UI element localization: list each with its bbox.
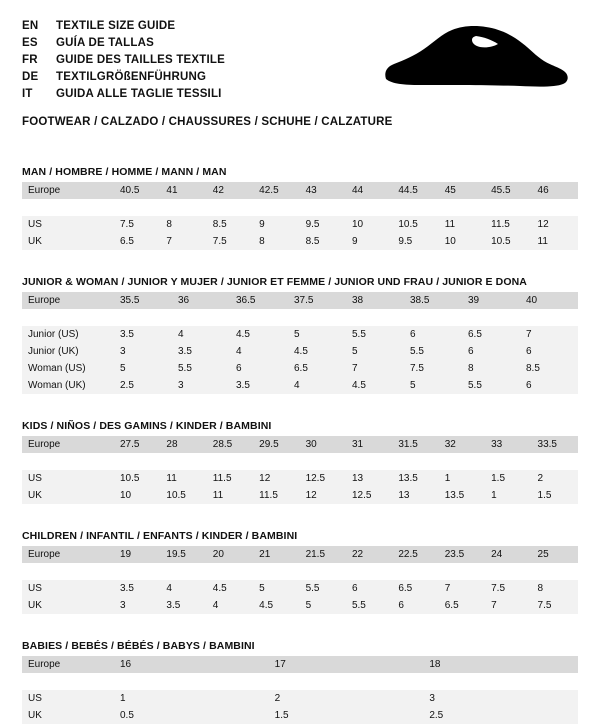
size-cell: 33 — [485, 436, 531, 453]
size-cell: 5.5 — [300, 580, 346, 597]
size-cell: 20 — [207, 546, 253, 563]
size-table — [22, 546, 578, 614]
language-code: ES — [22, 37, 38, 49]
table-row — [22, 360, 578, 377]
size-cell: 5 — [300, 597, 346, 614]
language-list — [22, 18, 225, 102]
size-cell: 3.5 — [230, 377, 288, 394]
size-cell: 11.5 — [207, 470, 253, 487]
size-cell: 40 — [520, 292, 578, 309]
size-cell: 7.5 — [532, 597, 578, 614]
size-cell: 38.5 — [404, 292, 462, 309]
size-group — [22, 420, 578, 504]
size-cell: 5.5 — [462, 377, 520, 394]
row-label: UK — [22, 233, 114, 250]
size-cell: 13 — [346, 470, 392, 487]
language-row — [22, 86, 225, 102]
size-cell: 10 — [439, 233, 485, 250]
size-cell: 6.5 — [288, 360, 346, 377]
size-cell: 4 — [288, 377, 346, 394]
table-row — [22, 436, 578, 453]
size-cell: 1.5 — [269, 707, 424, 724]
size-cell: 36.5 — [230, 292, 288, 309]
size-cell: 28.5 — [207, 436, 253, 453]
size-cell: 37.5 — [288, 292, 346, 309]
size-cell: 7.5 — [207, 233, 253, 250]
row-label: UK — [22, 597, 114, 614]
size-group-title: BABIES / BEBÉS / BÉBÉS / BABYS / BAMBINI — [22, 640, 255, 652]
size-cell: 10.5 — [160, 487, 206, 504]
size-cell: 1.5 — [532, 487, 578, 504]
page-title: FOOTWEAR / CALZADO / CHAUSSURES / SCHUHE / CALZATURE — [22, 116, 393, 128]
size-cell: 4 — [207, 597, 253, 614]
size-cell: 5 — [114, 360, 172, 377]
size-cell: 12 — [253, 470, 299, 487]
table-row — [22, 546, 578, 563]
size-cell: 11 — [439, 216, 485, 233]
size-cell: 41 — [160, 182, 206, 199]
size-cell: 7 — [485, 597, 531, 614]
size-cell: 11.5 — [485, 216, 531, 233]
size-group-title: CHILDREN / INFANTIL / ENFANTS / KINDER / BAMBINI — [22, 530, 298, 542]
size-cell: 17 — [269, 656, 424, 673]
row-label: US — [22, 470, 114, 487]
size-cell: 22 — [346, 546, 392, 563]
size-table — [22, 292, 578, 394]
size-cell: 1.5 — [485, 470, 531, 487]
size-cell: 2 — [532, 470, 578, 487]
size-cell: 6 — [404, 326, 462, 343]
size-cell: 11 — [532, 233, 578, 250]
size-group — [22, 530, 578, 614]
size-cell: 4.5 — [346, 377, 404, 394]
size-cell: 6 — [230, 360, 288, 377]
table-row — [22, 233, 578, 250]
size-cell: 9.5 — [392, 233, 438, 250]
size-cell: 6.5 — [392, 580, 438, 597]
size-cell: 4.5 — [288, 343, 346, 360]
size-cell: 3.5 — [172, 343, 230, 360]
row-label: US — [22, 580, 114, 597]
row-label: US — [22, 216, 114, 233]
size-cell: 4.5 — [253, 597, 299, 614]
row-label: Europe — [22, 656, 114, 673]
row-label: Europe — [22, 546, 114, 563]
language-title: GUÍA DE TALLAS — [56, 37, 154, 49]
size-cell: 1 — [439, 470, 485, 487]
row-label: Woman (US) — [22, 360, 114, 377]
size-cell: 16 — [114, 656, 269, 673]
size-cell: 1 — [114, 690, 269, 707]
size-cell: 21 — [253, 546, 299, 563]
row-spacer — [22, 563, 578, 580]
size-cell: 39 — [462, 292, 520, 309]
size-cell: 3 — [114, 343, 172, 360]
row-spacer — [22, 199, 578, 216]
dress-shoe-icon — [370, 18, 570, 100]
size-cell: 6 — [520, 377, 578, 394]
size-cell: 43 — [300, 182, 346, 199]
size-cell: 11.5 — [253, 487, 299, 504]
row-label: Woman (UK) — [22, 377, 114, 394]
size-cell: 28 — [160, 436, 206, 453]
size-cell: 6.5 — [439, 597, 485, 614]
size-cell: 5 — [404, 377, 462, 394]
size-cell: 11 — [160, 470, 206, 487]
row-label: UK — [22, 707, 114, 724]
size-cell: 7.5 — [404, 360, 462, 377]
size-cell: 10 — [114, 487, 160, 504]
size-cell: 3.5 — [114, 580, 160, 597]
row-label: Junior (US) — [22, 326, 114, 343]
language-title: TEXTILE SIZE GUIDE — [56, 20, 176, 32]
size-cell: 6.5 — [114, 233, 160, 250]
size-cell: 4.5 — [207, 580, 253, 597]
size-cell: 8.5 — [520, 360, 578, 377]
size-cell: 21.5 — [300, 546, 346, 563]
size-cell: 5.5 — [346, 597, 392, 614]
row-label: Europe — [22, 292, 114, 309]
language-title: TEXTILGRÖßENFÜHRUNG — [56, 71, 207, 83]
size-cell: 9 — [253, 216, 299, 233]
table-row — [22, 487, 578, 504]
size-cell: 7.5 — [114, 216, 160, 233]
row-label: Europe — [22, 182, 114, 199]
language-code: EN — [22, 20, 39, 32]
size-group — [22, 166, 578, 250]
size-cell: 7 — [439, 580, 485, 597]
size-cell: 8 — [462, 360, 520, 377]
size-table — [22, 656, 578, 724]
table-row — [22, 343, 578, 360]
size-group-title: JUNIOR & WOMAN / JUNIOR Y MUJER / JUNIOR ET FEMME / JUNIOR UND FRAU / JUNIOR E DONA — [22, 276, 527, 288]
size-cell: 42 — [207, 182, 253, 199]
size-cell: 5 — [253, 580, 299, 597]
size-cell: 12.5 — [300, 470, 346, 487]
size-cell: 4 — [172, 326, 230, 343]
language-code: DE — [22, 71, 39, 83]
row-label: Europe — [22, 436, 114, 453]
row-label: Junior (UK) — [22, 343, 114, 360]
size-cell: 24 — [485, 546, 531, 563]
size-cell: 13.5 — [439, 487, 485, 504]
document-header — [22, 18, 578, 110]
size-cell: 5.5 — [346, 326, 404, 343]
size-group — [22, 640, 578, 724]
size-cell: 7.5 — [485, 580, 531, 597]
size-cell: 8.5 — [207, 216, 253, 233]
size-cell: 44.5 — [392, 182, 438, 199]
table-row — [22, 292, 578, 309]
size-cell: 13.5 — [392, 470, 438, 487]
size-cell: 5 — [346, 343, 404, 360]
size-cell: 3.5 — [160, 597, 206, 614]
size-cell: 2 — [269, 690, 424, 707]
size-cell: 33.5 — [532, 436, 578, 453]
size-cell: 13 — [392, 487, 438, 504]
size-cell: 22.5 — [392, 546, 438, 563]
size-cell: 19.5 — [160, 546, 206, 563]
table-row — [22, 377, 578, 394]
size-cell: 30 — [300, 436, 346, 453]
size-cell: 8 — [160, 216, 206, 233]
size-cell: 5 — [288, 326, 346, 343]
size-cell: 32 — [439, 436, 485, 453]
size-cell: 3.5 — [114, 326, 172, 343]
size-cell: 6 — [346, 580, 392, 597]
size-cell: 10.5 — [114, 470, 160, 487]
size-cell: 19 — [114, 546, 160, 563]
size-cell: 0.5 — [114, 707, 269, 724]
size-cell: 8.5 — [300, 233, 346, 250]
size-group-title: MAN / HOMBRE / HOMME / MANN / MAN — [22, 166, 227, 178]
size-cell: 45 — [439, 182, 485, 199]
size-cell: 2.5 — [423, 707, 578, 724]
size-cell: 12 — [532, 216, 578, 233]
row-label: US — [22, 690, 114, 707]
size-cell: 42.5 — [253, 182, 299, 199]
size-cell: 31.5 — [392, 436, 438, 453]
size-cell: 35.5 — [114, 292, 172, 309]
size-cell: 8 — [532, 580, 578, 597]
size-cell: 7 — [520, 326, 578, 343]
size-cell: 11 — [207, 487, 253, 504]
size-table — [22, 436, 578, 504]
table-row — [22, 656, 578, 673]
size-cell: 23.5 — [439, 546, 485, 563]
row-spacer — [22, 309, 578, 326]
language-code: FR — [22, 54, 38, 66]
size-cell: 4.5 — [230, 326, 288, 343]
row-label: UK — [22, 487, 114, 504]
language-row — [22, 69, 225, 85]
size-cell: 7 — [346, 360, 404, 377]
size-cell: 46 — [532, 182, 578, 199]
size-cell: 44 — [346, 182, 392, 199]
language-row — [22, 52, 225, 68]
size-group-title: KIDS / NIÑOS / DES GAMINS / KINDER / BAMBINI — [22, 420, 272, 432]
size-cell: 3 — [172, 377, 230, 394]
size-cell: 10.5 — [485, 233, 531, 250]
size-cell: 18 — [423, 656, 578, 673]
size-table — [22, 182, 578, 250]
size-cell: 6 — [392, 597, 438, 614]
size-tables-container — [22, 166, 578, 724]
size-cell: 5.5 — [172, 360, 230, 377]
size-cell: 27.5 — [114, 436, 160, 453]
size-cell: 25 — [532, 546, 578, 563]
size-cell: 36 — [172, 292, 230, 309]
size-cell: 12 — [300, 487, 346, 504]
size-cell: 4 — [230, 343, 288, 360]
table-row — [22, 580, 578, 597]
size-cell: 10 — [346, 216, 392, 233]
table-row — [22, 707, 578, 724]
table-row — [22, 182, 578, 199]
size-cell: 6 — [520, 343, 578, 360]
size-cell: 6 — [462, 343, 520, 360]
size-cell: 31 — [346, 436, 392, 453]
size-cell: 5.5 — [404, 343, 462, 360]
size-cell: 4 — [160, 580, 206, 597]
size-group — [22, 276, 578, 394]
size-cell: 7 — [160, 233, 206, 250]
size-cell: 29.5 — [253, 436, 299, 453]
language-code: IT — [22, 88, 33, 100]
size-cell: 38 — [346, 292, 404, 309]
size-cell: 9.5 — [300, 216, 346, 233]
size-cell: 40.5 — [114, 182, 160, 199]
language-title: GUIDE DES TAILLES TEXTILE — [56, 54, 225, 66]
size-cell: 1 — [485, 487, 531, 504]
language-row — [22, 18, 225, 34]
size-cell: 3 — [423, 690, 578, 707]
table-row — [22, 216, 578, 233]
size-cell: 12.5 — [346, 487, 392, 504]
row-spacer — [22, 673, 578, 690]
language-row — [22, 35, 225, 51]
table-row — [22, 470, 578, 487]
table-row — [22, 690, 578, 707]
size-cell: 2.5 — [114, 377, 172, 394]
size-cell: 9 — [346, 233, 392, 250]
size-cell: 3 — [114, 597, 160, 614]
size-cell: 10.5 — [392, 216, 438, 233]
size-cell: 6.5 — [462, 326, 520, 343]
size-cell: 45.5 — [485, 182, 531, 199]
language-title: GUIDA ALLE TAGLIE TESSILI — [56, 88, 222, 100]
size-cell: 8 — [253, 233, 299, 250]
row-spacer — [22, 453, 578, 470]
table-row — [22, 326, 578, 343]
